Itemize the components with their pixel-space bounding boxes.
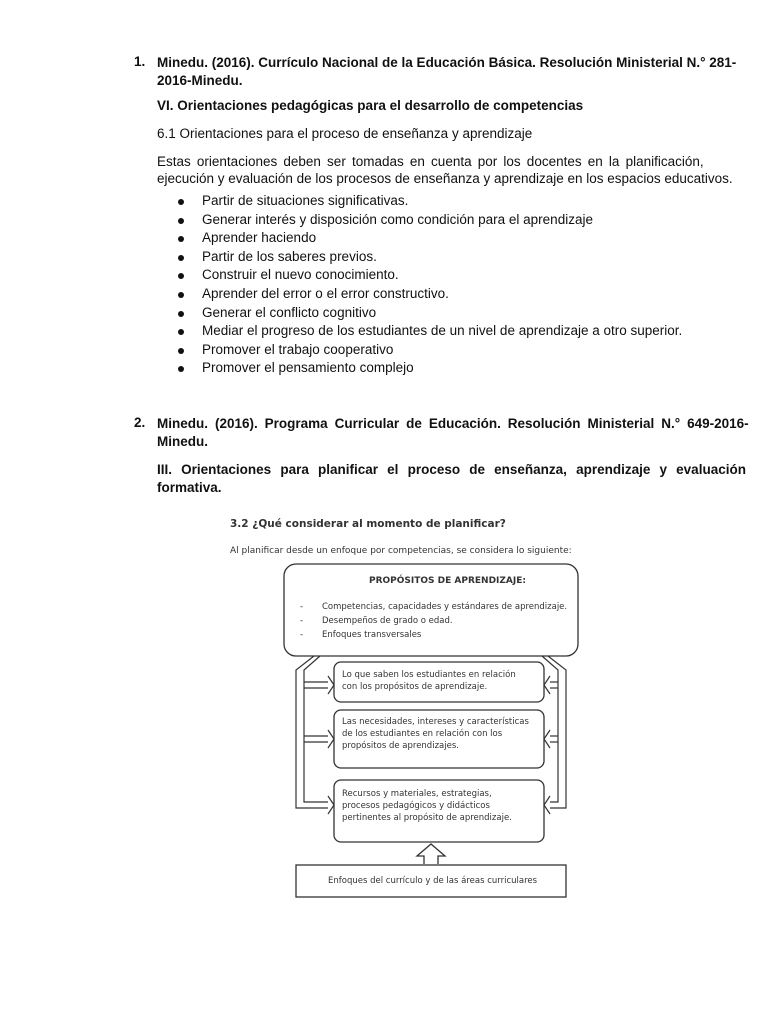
- list-item: Promover el pensamiento complejo: [178, 359, 682, 378]
- purpose-item-dash: -: [300, 630, 304, 640]
- bullet-icon: [178, 366, 184, 372]
- middle-box-2-line: propósitos de aprendizajes.: [342, 741, 459, 751]
- list-item: Partir de los saberes previos.: [178, 248, 682, 267]
- bullet-icon: [178, 311, 184, 317]
- list-item: Generar interés y disposición como condición para el aprendizaje: [178, 211, 682, 230]
- planning-diagram: [224, 510, 584, 910]
- bullet-icon: [178, 329, 184, 335]
- bullet-icon: [178, 348, 184, 354]
- reference-2-citation-line2: Minedu.: [157, 434, 208, 449]
- reference-1-number: 1.: [134, 54, 146, 69]
- section-heading-vi: VI. Orientaciones pedagógicas para el desarrollo de competencias: [157, 98, 584, 113]
- reference-1-citation-line1: Minedu. (2016). Currículo Nacional de la Educación Básica. Resolución Ministerial N.° 281-: [157, 55, 737, 70]
- diagram-intro: Al planificar desde un enfoque por competencias, se considera lo siguiente:: [230, 546, 572, 556]
- diagram-connectors: [224, 510, 584, 910]
- purpose-item: Competencias, capacidades y estándares de aprendizaje.: [322, 602, 568, 612]
- reference-2-number: 2.: [134, 415, 146, 430]
- list-item: Partir de situaciones significativas.: [178, 192, 682, 211]
- middle-box-3-line: procesos pedagógicos y didácticos: [342, 801, 490, 811]
- middle-box-3-line: pertinentes al propósito de aprendizaje.: [342, 813, 512, 823]
- middle-box-3-line: Recursos y materiales, estrategias,: [342, 789, 492, 799]
- paragraph-line2: ejecución y evaluación de los procesos de enseñanza y aprendizaje en los espacios educativos.: [157, 171, 733, 186]
- purpose-item-dash: -: [300, 602, 304, 612]
- purpose-item: Desempeños de grado o edad.: [322, 616, 453, 626]
- section-heading-iii-line2: formativa.: [157, 480, 222, 495]
- middle-box-1-line: con los propósitos de aprendizaje.: [342, 682, 488, 692]
- bullet-icon: [178, 218, 184, 224]
- reference-2-citation-line1: Minedu. (2016). Programa Curricular de Educación. Resolución Ministerial N.° 649-2016-: [157, 416, 749, 431]
- diagram-title: 3.2 ¿Qué considerar al momento de planificar?: [230, 518, 506, 530]
- list-item: Mediar el progreso de los estudiantes de un nivel de aprendizaje a otro superior.: [178, 322, 682, 341]
- list-item: Construir el nuevo conocimiento.: [178, 266, 682, 285]
- reference-1-citation-line2: 2016-Minedu.: [157, 73, 243, 88]
- middle-box-2-line: Las necesidades, intereses y características: [342, 717, 529, 727]
- purpose-item: Enfoques transversales: [322, 630, 422, 640]
- purpose-item-dash: -: [300, 616, 304, 626]
- list-item: Promover el trabajo cooperativo: [178, 341, 682, 360]
- section-heading-iii-line1: III. Orientaciones para planificar el proceso de enseñanza, aprendizaje y evaluación: [157, 462, 746, 477]
- paragraph-line1: Estas orientaciones deben ser tomadas en cuenta por los docentes en la planificación,: [157, 154, 704, 169]
- list-item: Generar el conflicto cognitivo: [178, 304, 682, 323]
- bottom-box-text: Enfoques del currículo y de las áreas curriculares: [328, 876, 538, 886]
- list-item: Aprender del error o el error constructivo.: [178, 285, 682, 304]
- purposes-heading: PROPÓSITOS DE APRENDIZAJE:: [369, 576, 526, 586]
- bullet-icon: [178, 236, 184, 242]
- bullet-icon: [178, 273, 184, 279]
- bullet-icon: [178, 292, 184, 298]
- orientations-list: [178, 192, 682, 378]
- middle-box-1-line: Lo que saben los estudiantes en relación: [342, 670, 516, 680]
- up-arrow-icon: [417, 844, 445, 864]
- bullet-icon: [178, 199, 184, 205]
- subsection-heading-6-1: 6.1 Orientaciones para el proceso de enseñanza y aprendizaje: [157, 126, 533, 141]
- list-item: Aprender haciendo: [178, 229, 682, 248]
- middle-box-2-line: de los estudiantes en relación con los: [342, 729, 503, 739]
- bullet-icon: [178, 255, 184, 261]
